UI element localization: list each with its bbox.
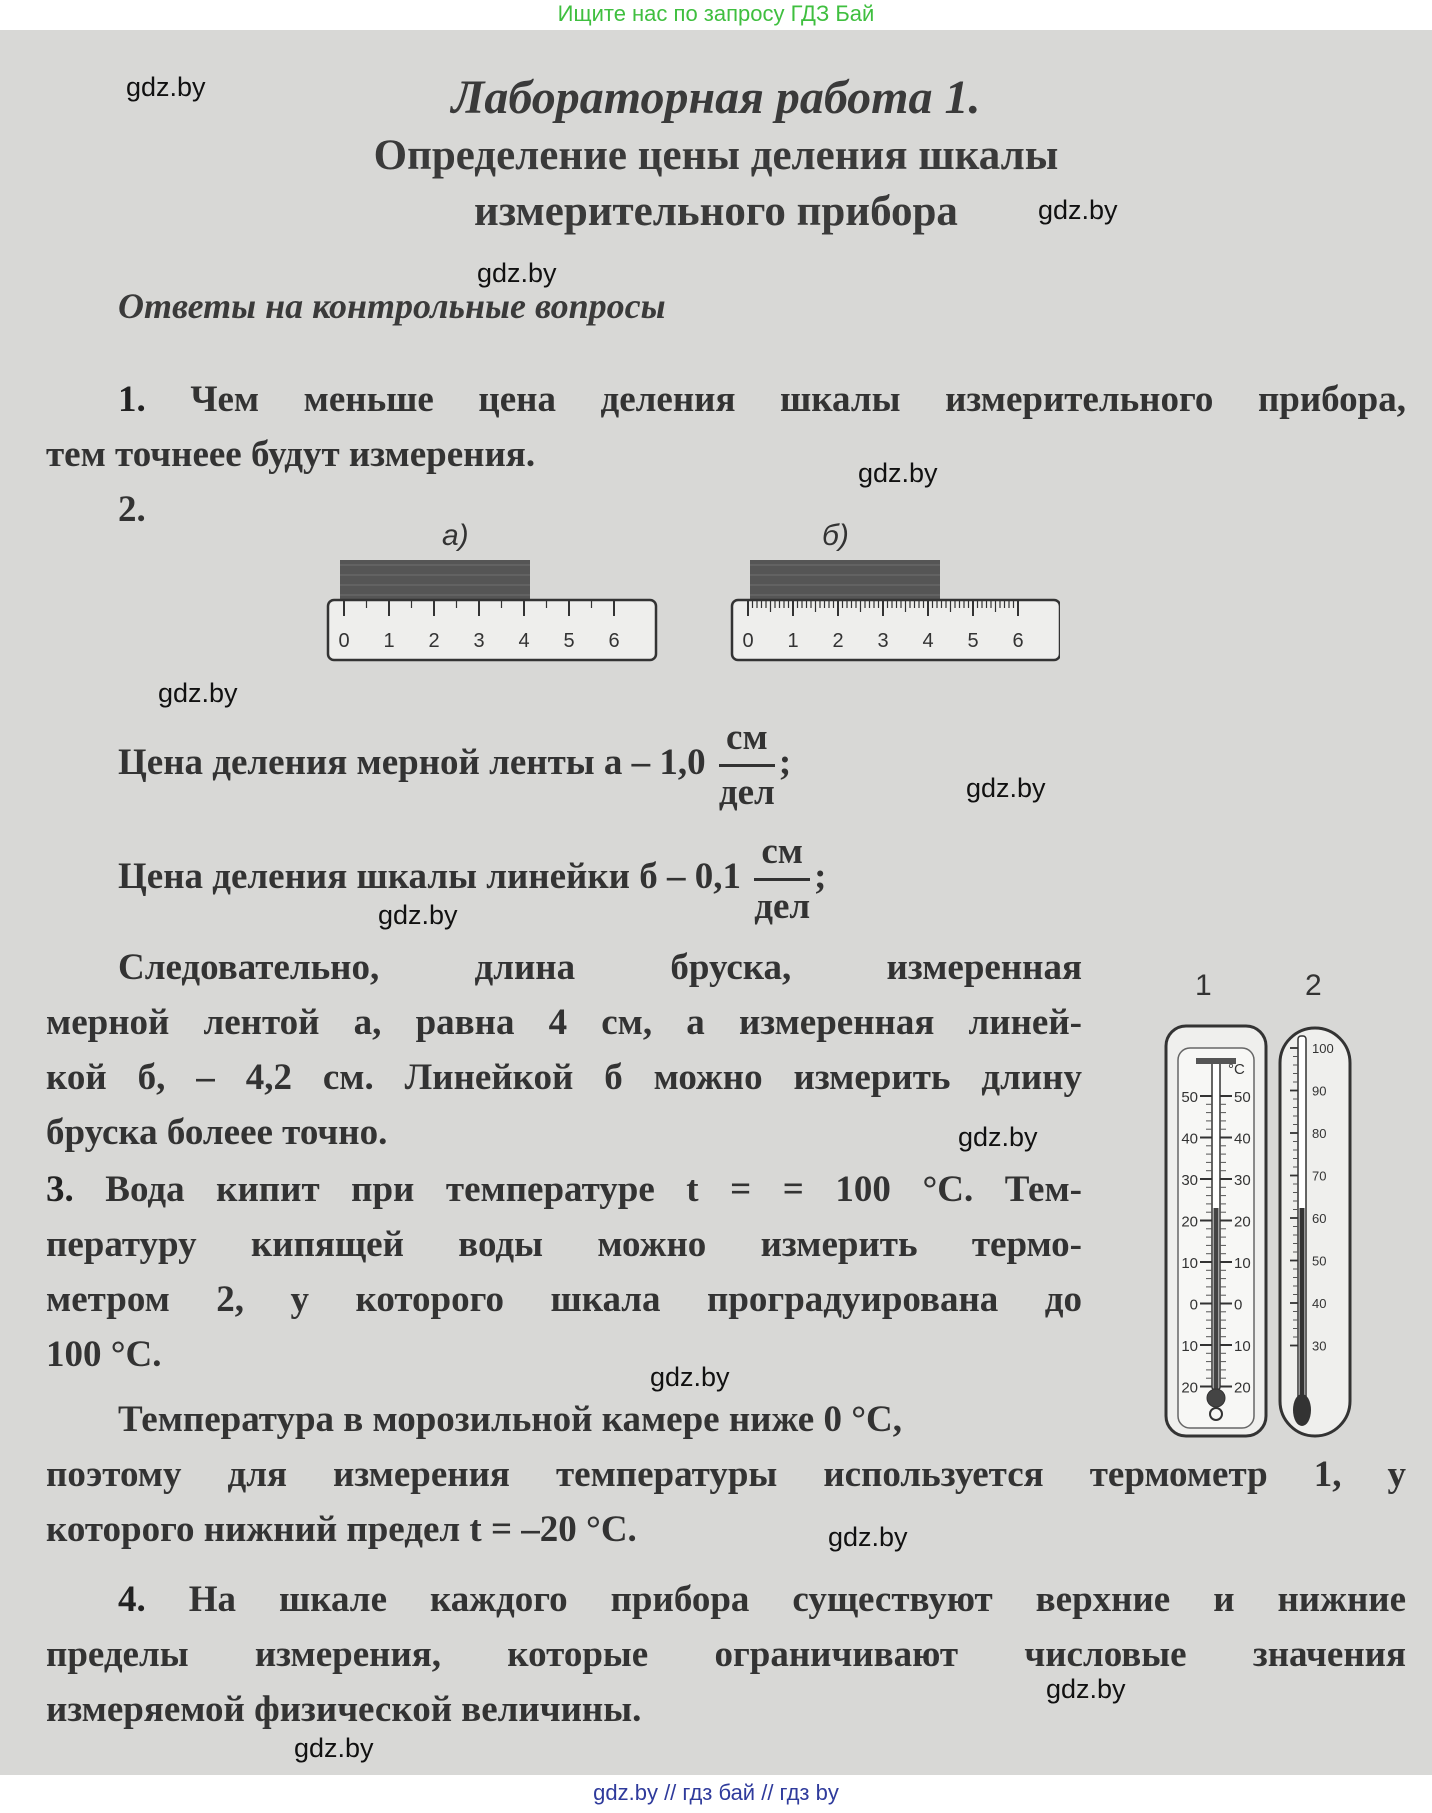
price-a xyxy=(118,712,791,819)
thermometer-1-left-label: 0 xyxy=(1189,1296,1198,1314)
page-subtitle xyxy=(0,128,1432,240)
thermometer-1 xyxy=(1166,1026,1266,1436)
answer-number: 1. xyxy=(118,379,146,420)
unit-denominator: дел xyxy=(754,886,811,927)
figure-label-b: б) xyxy=(822,519,849,552)
thermometer-2-label: 90 xyxy=(1312,1083,1327,1099)
freezer-line: поэтому для измерения температуры используется термометр 1, у xyxy=(46,1454,1406,1495)
thermometer-1-left-label: 40 xyxy=(1181,1130,1198,1148)
ruler-tick-label: 4 xyxy=(922,630,934,652)
thermometer-2-label: 40 xyxy=(1312,1296,1327,1311)
answer-number: 4. xyxy=(118,1579,146,1620)
subtitle-line-2: измерительного прибора xyxy=(474,188,958,235)
ruler-tick-label: 0 xyxy=(338,630,350,652)
watermark: gdz.by xyxy=(126,72,206,102)
unit-fraction xyxy=(719,712,775,819)
answer-1-line-2: тем точнеее будут измерения. xyxy=(46,434,536,475)
conclusion-line: кой б, – 4,2 см. Линейкой б можно измерить длину xyxy=(46,1057,1082,1098)
price-b xyxy=(118,826,826,933)
thermometer-1-left-label: 30 xyxy=(1181,1172,1198,1189)
watermark: gdz.by xyxy=(477,258,557,288)
semicolon: ; xyxy=(778,741,792,783)
ruler-tick-label: 2 xyxy=(428,630,440,652)
watermark: gdz.by xyxy=(1038,195,1118,225)
page-title: Лабораторная работа 1. xyxy=(451,71,981,124)
watermark: gdz.by xyxy=(378,900,458,930)
unit-denominator: дел xyxy=(718,772,775,813)
conclusion-line: Следовательно, длина бруска, измеренная xyxy=(118,947,1082,988)
section-heading: Ответы на контрольные вопросы xyxy=(118,286,666,326)
answer-4-line: измеряемой физической величины. xyxy=(46,1689,642,1730)
unit-numerator: см xyxy=(754,826,810,881)
ruler-tick-label: 3 xyxy=(877,630,889,652)
ruler-tick-label: 4 xyxy=(518,630,530,652)
thermometer-2-label: 2 xyxy=(1305,969,1322,1002)
conclusion-line: мерной лентой а, равна 4 см, а измеренная линей- xyxy=(46,1002,1082,1043)
thermometer-1-left-label: 20 xyxy=(1181,1213,1198,1231)
watermark: gdz.by xyxy=(294,1733,374,1763)
thermometer-1-right-label: 20 xyxy=(1234,1213,1251,1231)
thermometer-1-right-label: 0 xyxy=(1234,1296,1243,1314)
thermometer-1-right-label: 10 xyxy=(1234,1338,1251,1355)
thermometer-1-right-label: 40 xyxy=(1234,1130,1251,1148)
thermometer-1-left-label: 20 xyxy=(1181,1379,1198,1397)
thermometer-1-left-label: 10 xyxy=(1181,1255,1198,1272)
ruler-b xyxy=(732,560,1060,660)
ruler-tick-label: 5 xyxy=(563,630,575,652)
thermometer-2-label: 80 xyxy=(1312,1126,1327,1141)
unit-numerator: см xyxy=(719,712,775,767)
figure-label-a: а) xyxy=(442,519,469,552)
thermometer-1-right-label: 50 xyxy=(1234,1089,1251,1106)
ruler-tick-label: 1 xyxy=(383,630,395,652)
block-a xyxy=(340,560,530,600)
unit-fraction xyxy=(754,826,810,933)
ruler-tick-label: 2 xyxy=(832,630,844,652)
bottom-banner: gdz.by // гдз бай // гдз by xyxy=(0,1775,1432,1813)
ruler-tick-label: 5 xyxy=(967,630,979,652)
answer-3-line: 100 °С. xyxy=(46,1334,162,1375)
block-b xyxy=(750,560,940,600)
answer-3-line xyxy=(46,1162,1082,1217)
thermometer-1-left-label: 10 xyxy=(1181,1338,1198,1355)
price-a-text: Цена деления мерной ленты а – 1,0 xyxy=(118,741,706,783)
ruler-tick-label: 1 xyxy=(787,630,799,652)
thermometer-2-label: 60 xyxy=(1312,1211,1327,1226)
answer-4-line xyxy=(46,1572,1406,1627)
answer-1 xyxy=(46,372,1406,482)
answer-2-conclusion xyxy=(46,940,1082,1160)
thermometers-figure xyxy=(1150,968,1360,1448)
thermometer-1-label: 1 xyxy=(1195,969,1212,1002)
watermark: gdz.by xyxy=(858,458,938,488)
thermometer-1-left-label: 50 xyxy=(1181,1089,1198,1106)
thermometer-1-right-label: 20 xyxy=(1234,1379,1251,1397)
thermometer-2 xyxy=(1280,1028,1350,1436)
ruler-tick-label: 6 xyxy=(1012,630,1024,652)
answer-3 xyxy=(46,1162,1082,1382)
watermark: gdz.by xyxy=(158,678,238,708)
answer-2-number: 2. xyxy=(118,489,146,530)
thermometer-2-label: 100 xyxy=(1312,1041,1334,1056)
freezer-line: которого нижний предел t = –20 °С. xyxy=(46,1509,637,1550)
answer-4 xyxy=(46,1572,1406,1737)
thermometer-1-right-label: 30 xyxy=(1234,1172,1251,1189)
watermark: gdz.by xyxy=(828,1522,908,1552)
answer-text: Вода кипит при температуре t = = 100 °С. Тем- xyxy=(105,1169,1083,1210)
freezer-line: Температура в морозильной камере ниже 0 °С, xyxy=(118,1399,902,1440)
watermark: gdz.by xyxy=(958,1122,1038,1152)
thermometer-1-right-label: 10 xyxy=(1234,1255,1251,1272)
ruler-tick-label: 6 xyxy=(608,630,620,652)
watermark: gdz.by xyxy=(650,1362,730,1392)
price-b-text: Цена деления шкалы линейки б – 0,1 xyxy=(118,855,741,897)
thermometer-2-label: 70 xyxy=(1312,1168,1327,1184)
thermometer-2-label: 30 xyxy=(1312,1338,1327,1354)
ruler-a xyxy=(328,560,656,660)
answer-text: Чем меньше цена деления шкалы измерительного прибора, xyxy=(190,379,1406,420)
subtitle-line-1: Определение цены деления шкалы xyxy=(373,132,1059,179)
rulers-figure xyxy=(310,515,1060,675)
top-banner: Ищите нас по запросу ГДЗ Бай xyxy=(0,0,1432,30)
answer-3-line: метром 2, у которого шкала проградуирована до xyxy=(46,1279,1082,1320)
answer-4-line: пределы измерения, которые ограничивают числовые значения xyxy=(46,1634,1406,1675)
thermometer-2-label: 50 xyxy=(1312,1253,1327,1269)
ruler-tick-label: 3 xyxy=(473,630,485,652)
thermometer-1-unit: °С xyxy=(1228,1061,1245,1078)
ruler-tick-label: 0 xyxy=(742,630,754,652)
answer-3-line: пературу кипящей воды можно измерить термо- xyxy=(46,1224,1082,1265)
conclusion-line: бруска болеее точно. xyxy=(46,1112,388,1153)
semicolon: ; xyxy=(814,855,827,897)
answer-1-line-1 xyxy=(46,372,1406,427)
answer-text: На шкале каждого прибора существуют верхние и нижние xyxy=(188,1579,1407,1620)
watermark: gdz.by xyxy=(966,773,1046,803)
watermark: gdz.by xyxy=(1046,1674,1126,1704)
answer-number: 3. xyxy=(46,1169,74,1210)
